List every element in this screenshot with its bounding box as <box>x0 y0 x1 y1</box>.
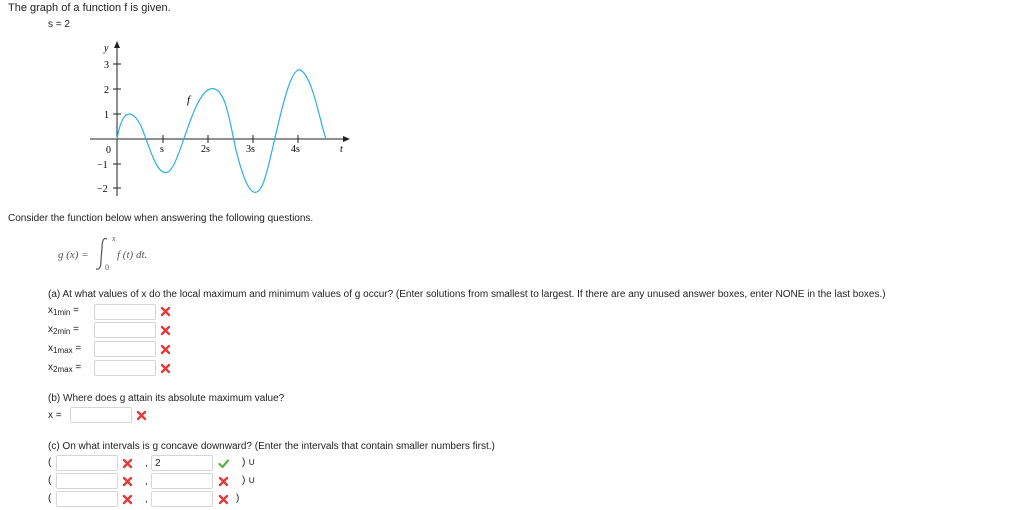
consider-text: Consider the function below when answering the following questions. <box>8 213 314 224</box>
wrong-x-icon <box>122 476 133 487</box>
x1min-input[interactable] <box>94 304 156 320</box>
y-tick-label: −2 <box>97 184 108 195</box>
comma: , <box>145 494 148 505</box>
y-axis-arrow <box>114 41 120 48</box>
correct-check-icon <box>218 458 229 469</box>
interval3-left-input[interactable] <box>56 491 118 507</box>
part-b-question: (b) Where does g attain its absolute maximum value? <box>48 393 285 404</box>
x2max-label: $x_{2max}$ = <box>48 362 82 374</box>
wrong-x-icon <box>122 458 133 469</box>
function-curve <box>117 70 326 192</box>
formula-lhs: g (x) = <box>58 249 89 261</box>
x-tick-label: 2s <box>201 144 210 155</box>
integral-upper-limit: x <box>112 234 116 243</box>
integral-sign-icon <box>93 236 113 272</box>
s-value: s = 2 <box>48 19 70 30</box>
close-paren: ) <box>236 493 240 504</box>
y-tick-label: 2 <box>104 85 109 96</box>
formula-integrand: f (t) dt. <box>117 249 148 261</box>
x2max-input[interactable] <box>94 360 156 376</box>
wrong-x-icon <box>160 306 171 317</box>
x1min-label: $x_{1min}$ = <box>48 305 79 317</box>
wrong-x-icon <box>160 363 171 374</box>
wrong-x-icon <box>218 476 229 487</box>
y-tick-label: −1 <box>97 160 108 171</box>
interval2-left-input[interactable] <box>56 473 118 489</box>
wrong-x-icon <box>218 494 229 505</box>
interval2-right-input[interactable] <box>151 473 213 489</box>
x2min-label: $x_{2min}$ = <box>48 324 79 336</box>
x-tick-label: s <box>160 144 164 155</box>
x1max-input[interactable] <box>94 341 156 357</box>
wrong-x-icon <box>160 344 171 355</box>
interval1-left-input[interactable] <box>56 455 118 471</box>
intro-text: The graph of a function f is given. <box>8 2 171 14</box>
wrong-x-icon <box>160 325 171 336</box>
integral-lower-limit: 0 <box>105 263 109 272</box>
part-c-question: (c) On what intervals is g concave downward? (Enter the intervals that contain smaller numbers first.) <box>48 441 495 452</box>
close-union: ) ∪ <box>242 457 256 468</box>
comma: , <box>145 476 148 487</box>
close-union: ) ∪ <box>242 475 256 486</box>
x-axis-arrow <box>343 136 350 142</box>
curve-label: f <box>187 94 191 106</box>
interval1-right-input[interactable] <box>151 455 213 471</box>
x-axis-label: t <box>340 144 343 155</box>
open-paren: ( <box>48 475 52 486</box>
comma: , <box>145 458 148 469</box>
x2min-input[interactable] <box>94 322 156 338</box>
function-graph <box>0 0 360 205</box>
x-tick-label: 4s <box>291 144 300 155</box>
part-a-question: (a) At what values of x do the local maximum and minimum values of g occur? (Enter solutions from smallest to largest. If there are any unused answer boxes, enter NONE in the last boxes.) <box>48 289 886 300</box>
y-tick-label: 3 <box>104 60 109 71</box>
open-paren: ( <box>48 493 52 504</box>
absolute-max-input[interactable] <box>70 407 132 423</box>
wrong-x-icon <box>136 410 147 421</box>
origin-label: 0 <box>106 145 111 156</box>
x1max-label: $x_{1max}$ = <box>48 343 82 355</box>
y-axis-label: y <box>104 43 109 54</box>
x-tick-label: 3s <box>246 144 255 155</box>
interval3-right-input[interactable] <box>151 491 213 507</box>
open-paren: ( <box>48 457 52 468</box>
y-tick-label: 1 <box>104 110 109 121</box>
wrong-x-icon <box>122 494 133 505</box>
part-b-label: x = <box>48 410 62 421</box>
